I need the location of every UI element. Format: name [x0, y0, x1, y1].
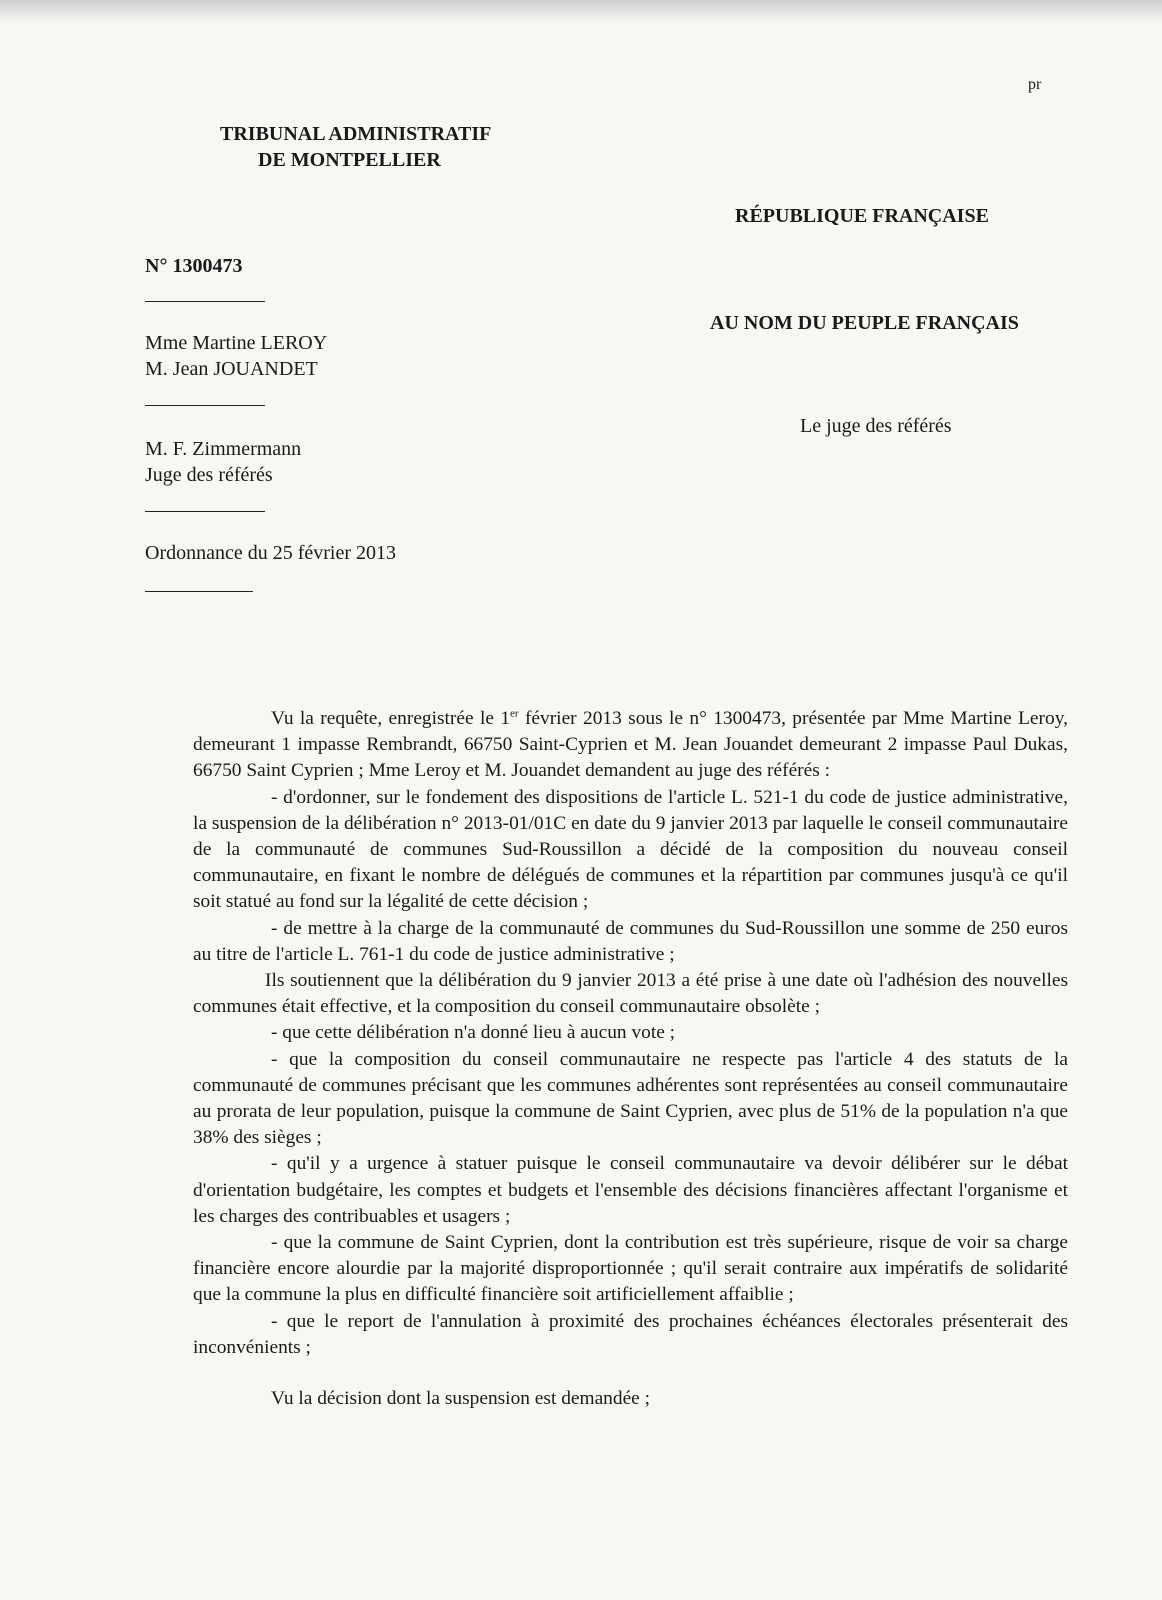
judge-role: Juge des référés [145, 464, 273, 486]
party-1: Mme Martine LEROY [145, 332, 328, 354]
paragraph-request [193, 706, 1068, 785]
corner-mark: pr [1028, 76, 1042, 93]
paragraph-elections: - que le report de l'annulation à proximité des prochaines échéances électorales présenterait des inconvénients ; [193, 1310, 1068, 1358]
judge-heading: Le juge des référés [800, 415, 952, 437]
paragraph-demand-costs: - de mettre à la charge de la communauté de communes du Sud-Roussillon une somme de 250 euros au titre de l'article L. 761-1 du code de justice administrative ; [193, 917, 1068, 965]
party-2: M. Jean JOUANDET [145, 358, 318, 380]
document-body [193, 706, 1068, 1412]
judge-name: M. F. Zimmermann [145, 438, 302, 460]
in-the-name-heading: AU NOM DU PEUPLE FRANÇAIS [710, 312, 1019, 334]
ordinal-superscript: er [510, 707, 519, 720]
divider-3 [145, 511, 265, 512]
divider-2 [145, 405, 265, 406]
republic-heading: RÉPUBLIQUE FRANÇAISE [735, 205, 989, 227]
paragraph-demand-suspension: - d'ordonner, sur le fondement des dispositions de l'article L. 521-1 du code de justice administrative, la suspension de la délibération n° 2013-01/01C en date du 9 janvier 2013 par laquelle le conseil communautaire de la communauté de communes Sud-Roussillon a décidé de la composition du nouveau conseil communautaire, en fixant le nombre de délégués de communes et la répartition par communes jusqu'à ce qu'il soit statué au fond sur la légalité de cette décision ; [193, 786, 1068, 913]
divider-1 [145, 301, 265, 302]
ordonnance-date: Ordonnance du 25 février 2013 [145, 542, 397, 564]
tribunal-name-line2: DE MONTPELLIER [258, 149, 441, 171]
paragraph-decision: Vu la décision dont la suspension est demandée ; [271, 1388, 651, 1410]
paragraph-no-vote: - que cette délibération n'a donné lieu à aucun vote ; [271, 1022, 676, 1044]
paragraph-request-rest: février 2013 sous le n° 1300473, présentée par Mme Martine Leroy, demeurant 1 impasse Rembrandt, 66750 Saint-Cyprien et M. Jean Jouandet demeurant 2 impasse Paul Dukas, 66750 Saint Cyprien ; Mme Leroy et M. Jouandet demandent au juge des référés : [193, 708, 1068, 782]
scan-shadow [0, 0, 1162, 22]
paragraph-request-start: Vu la requête, enregistrée le 1 [271, 708, 511, 729]
tribunal-name-line1: TRIBUNAL ADMINISTRATIF [220, 123, 492, 145]
paragraph-arguments: Ils soutiennent que la délibération du 9 janvier 2013 a été prise à une date où l'adhésion des nouvelles communes était effective, et la composition du conseil communautaire obsolète ; [193, 970, 1068, 1018]
paragraph-composition: - que la composition du conseil communautaire ne respecte pas l'article 4 des statuts de la communauté de communes précisant que les communes adhérentes sont représentées au conseil communautaire au prorata de leur population, puisque la commune de Saint Cyprien, avec plus de 51% de la population n'a que 38% des sièges ; [193, 1048, 1068, 1149]
paragraph-financial-burden: - que la commune de Saint Cyprien, dont la contribution est très supérieure, risque de voir sa charge financière encore alourdie par la majorité disproportionnée ; qu'il serait contraire aux impératifs de solidarité que la commune la plus en difficulté financière soit artificiellement affaiblie ; [193, 1232, 1068, 1306]
case-number: N° 1300473 [145, 255, 243, 277]
paragraph-urgency: - qu'il y a urgence à statuer puisque le conseil communautaire va devoir délibérer sur le débat d'orientation budgétaire, les comptes et budgets et l'ensemble des décisions financières affectant l'organisme et les charges des contribuables et usagers ; [193, 1153, 1068, 1227]
paragraph-gap [193, 1361, 1068, 1386]
divider-4 [145, 591, 253, 592]
